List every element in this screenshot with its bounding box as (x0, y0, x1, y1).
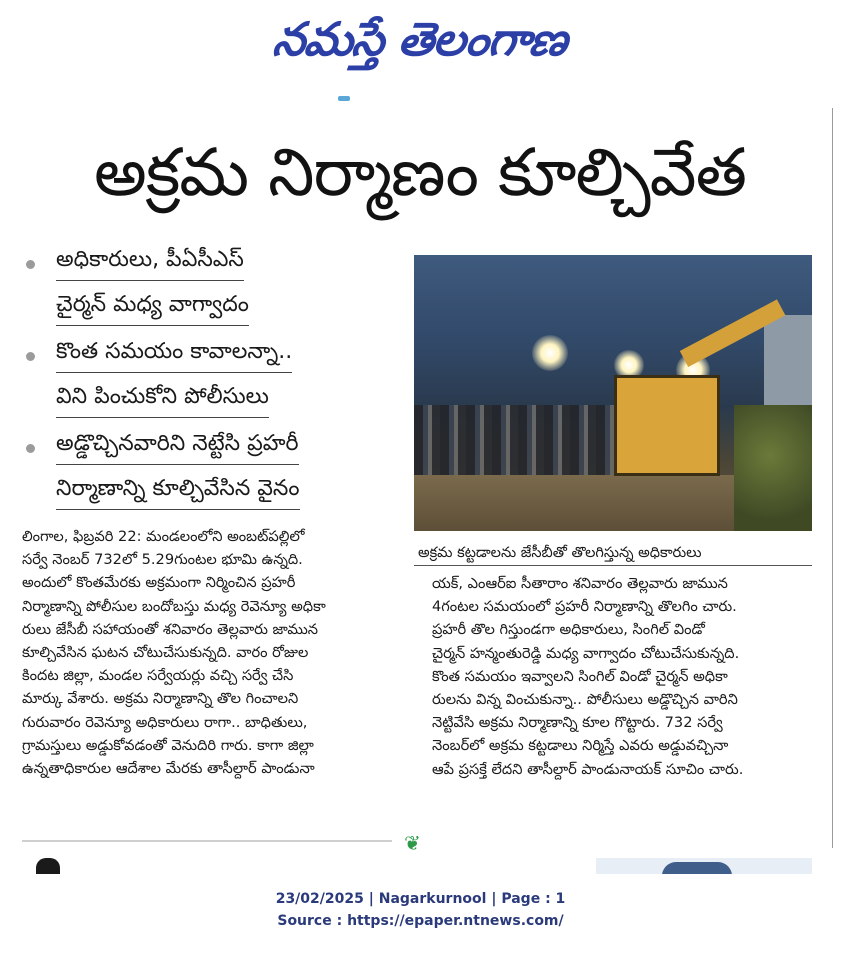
masthead-ornament (338, 96, 350, 101)
article-line: కూల్చివేసిన ఘటన చోటుచేసుకున్నది. వారం రోజుల (22, 644, 309, 662)
summary-bullets (22, 240, 402, 516)
article-line: చైర్మన్ హన్మంతురెడ్డి మధ్య వాగ్వాదం చోటుచేసుకున్నది. (432, 644, 740, 662)
newspaper-masthead: నమస్తే తెలంగాణ (270, 12, 570, 66)
footer-separator: | (368, 891, 379, 907)
article-line: కిందట జిల్లా, మండల సర్వేయర్లు వచ్చి సర్వే చేసి (22, 667, 294, 685)
article-line: ఉన్నతాధికారుల ఆదేశాల మేరకు తాసీల్దార్ పాండునా (22, 760, 315, 778)
story-end-icon: ❦ (404, 831, 421, 855)
article-line: ప్రహరీ తొల గిస్తుండగా అధికారులు, సింగిల్ విండో (432, 621, 705, 639)
article-line: 4గంటల సమయంలో ప్రహరీ నిర్మాణాన్ని తొలగిం చారు. (432, 598, 737, 616)
photo-bush (734, 405, 812, 531)
next-story-photo-figure (662, 862, 732, 874)
article-line: నిర్మాణాన్ని పోలీసుల బందోబస్తు మధ్య రెవెన్యూ అధికా (22, 597, 326, 615)
photo-crowd (414, 405, 624, 485)
footer-page: Page : 1 (501, 891, 566, 907)
story-separator (22, 840, 392, 842)
summary-bullet (22, 424, 402, 510)
bullet-line: చైర్మన్ మధ్య వాగ్వాదం (56, 285, 249, 326)
summary-bullet (22, 240, 402, 326)
article-line: రులను విన్న వించుకున్నా.. పోలీసులు అడ్డొచ్చిన వారిని (432, 691, 738, 709)
article-line: మార్కు వేశారు. అక్రమ నిర్మాణాన్ని తొల గించాలని (22, 690, 299, 708)
photo-light (532, 335, 568, 371)
article-line: అందులో కొంతమేరకు అక్రమంగా నిర్మించిన ప్రహరీ (22, 574, 296, 592)
bullet-line: నిర్మాణాన్ని కూల్చివేసిన వైనం (56, 469, 300, 510)
bullet-line: కొంత సమయం కావాలన్నా.. (56, 332, 292, 373)
article-line: కొంత సమయం ఇవ్వాలని సింగిల్ విండో చైర్మన్ అధికా (432, 667, 728, 685)
column-divider (832, 108, 833, 848)
article-column-right (432, 572, 812, 781)
bullet-dot-icon (26, 352, 35, 361)
article-line: నెంబర్‌లో అక్రమ కట్టడాలు నిర్మిస్తే ఎవరు అడ్డువచ్చినా (432, 737, 729, 755)
next-story-strip (22, 848, 822, 874)
footer-edition: Nagarkurnool (378, 891, 487, 907)
summary-bullet (22, 332, 402, 418)
footer-date: 23/02/2025 (275, 891, 364, 907)
article-line: లింగాల, ఫిబ్రవరి 22: మండలంలోని అంబట్‌పల్లిలో (22, 528, 305, 545)
bullet-line: అడ్డొచ్చినవారిని నెట్టేసి ప్రహరీ (56, 424, 299, 465)
article-headline: అక్రమ నిర్మాణం కూల్చివేత (94, 134, 746, 211)
article-line: ఆపే ప్రసక్తే లేదని తాసీల్దార్ పాండునాయక్ సూచిం చారు. (432, 760, 744, 778)
article-line: గురువారం రెవెన్యూ అధికారులు రాగా.. బాధితులు, (22, 713, 308, 731)
photo-jcb (614, 375, 720, 476)
photo-caption: అక్రమ కట్టడాలను జేసీబీతో తొలగిస్తున్న అధికారులు (414, 540, 812, 566)
footer-source: Source : https://epaper.ntnews.com/ (277, 913, 564, 929)
footer-info (0, 888, 841, 910)
next-story-glyph (36, 858, 60, 874)
news-photo (414, 255, 812, 531)
bullet-dot-icon (26, 444, 35, 453)
article-line: యక్, ఎంఆర్‌ఐ సీతారాం శనివారం తెల్లవారు జామున (432, 575, 728, 592)
bullet-line: అధికారులు, పీఏసీఎస్ (56, 240, 244, 281)
bullet-line: విని పించుకోని పోలీసులు (56, 377, 269, 418)
article-line: రులు జేసీబీ సహాయంతో శనివారం తెల్లవారు జామున (22, 620, 319, 638)
photo-wall (764, 315, 812, 415)
bullet-dot-icon (26, 260, 35, 269)
article-line: గ్రామస్తులు అడ్డుకోవడంతో వెనుదిరి గారు. కాగా జిల్లా (22, 736, 314, 754)
article-line: సర్వే నెంబర్ 732లో 5.29గుంటల భూమి ఉన్నది. (22, 551, 303, 569)
article-line: నెట్టివేసి అక్రమ నిర్మాణాన్ని కూల గొట్టారు. 732 సర్వే (432, 714, 723, 732)
page-footer (0, 888, 841, 932)
footer-separator: | (491, 891, 502, 907)
article-column-left (22, 525, 402, 780)
